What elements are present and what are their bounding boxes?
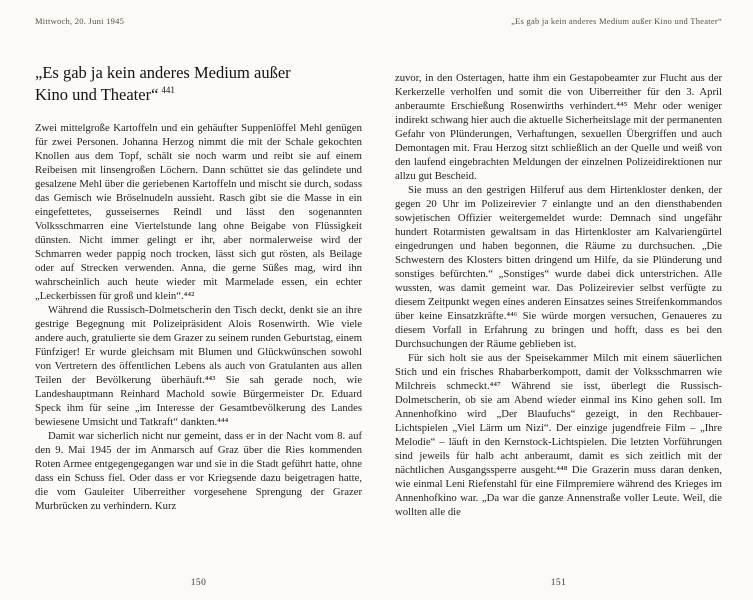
chapter-title-line2: Kino und Theater“: [35, 84, 159, 104]
paragraph: Für sich holt sie aus der Speisekammer Milch mit einem säuerlichen Stich und ein frisches Rhabarberkompott, damit der Volksschmarren wie Milchreis schmeckt.⁴⁴⁷ Während sie isst, überlegt die Russisch-Dolmetscherin, ob sie am Abend wieder einmal ins Kino gehen soll. Im Annenhofkino wird „Der Blaufuchs“ gezeigt, in den Rechbauer-Lichtspielen „Viel Lärm um Nizi“. Der einzige jugendfreie Film – „Ihre Melodie“ – läuft in den Kernstock-Lichtspielen. Die letzten Vorführungen sind jeweils für halb acht anberaumt, damit es sich zeitlich mit der nächtlichen Ausgangssperre ausgeht.⁴⁴⁸ Die Grazerin muss daran denken, wie einmal Leni Riefenstahl für eine Filmpremiere während des Krieges im Annenhofkino war. „Da war die ganze Annenstraße voller Leute. Weil, die wollten alle die: [395, 352, 722, 518]
right-page-body: [395, 71, 722, 519]
page-number-right: 151: [550, 578, 567, 588]
paragraph: Sie muss an den gestrigen Hilferuf aus dem Hirtenkloster denken, der gegen 20 Uhr im Polizeirevier 7 einlangte und an den diensthabenden sowjetischen Offizier weitergemeldet wurde: Demnach sind ungefähr hundert Rotarmisten gewaltsam in das Hirtenkloster am Kalvariengürtel eingedrungen und haben begonnen, die Räume zu durchsuchen. „Die Schwestern des Klosters bitten dringend um Hilfe, da sie Plünderung und sonstiges befürchten.“ „Sonstiges“ wurde dabei dick unterstrichen. Alle wussten, was damit gemeint war. Das Polizeirevier selbst verfügte zu diesem Zeitpunkt wegen eines anderen Einsatzes seines Streifenkommandos über keine Einsatzkräfte.⁴⁴⁶ Sie würde morgen versuchen, Genaueres zu diesem Vorfall in Erfahrung zu bringen und hofft, dass es bei den Durchsuchungen der Räume geblieben ist.: [395, 184, 722, 350]
chapter-title-footnote-ref: 441: [161, 85, 175, 96]
page-left: [35, 16, 362, 600]
paragraph: zuvor, in den Ostertagen, hatte ihm ein Gestapobeamter zur Flucht aus der Kerkerzelle verholfen und somit die von Uiberreither für den 3. April anberaumte Erschießung Rosenwirths verhindert.⁴⁴⁵ Mehr oder weniger indirekt schwang hier auch die aktuelle Sicherheitslage mit der permanenten Gefahr von Plünderungen, Verhaftungen, sexuellen Übergriffen und auch Demontagen mit. Frau Herzog sitzt schließlich an der Quelle und weiß von den laufend eingebrachten Meldungen der einzelnen Polizeidirektionen nur allzu gut Bescheid.: [395, 72, 722, 182]
chapter-title-line1: „Es gab ja kein anderes Medium außer: [35, 63, 291, 82]
paragraph: Während die Russisch-Dolmetscherin den Tisch deckt, denkt sie an ihre gestrige Begegnung mit Polizeipräsident Alois Rosenwirth. Wie viele andere auch, gratulierte sie dem Grazer zu seinem runden Geburtstag, einem Fünfziger! Er wurde gleichsam mit Blumen und Glückwünschen sowohl von Vertretern des öffentlichen Lebens als auch von Gratulanten aus allen Teilen der Bevölkerung überhäuft.⁴⁴³ Sie sah gerade noch, wie Landeshauptmann Reinhard Machold sowie Bürgermeister Dr. Eduard Speck ihm für seine „im Interesse der Gesamtbevölkerung des Landes bewiesene Umsicht und Tatkraft“ dankten.⁴⁴⁴: [35, 303, 363, 428]
chapter-title: [35, 62, 362, 106]
page-number-left: 150: [190, 578, 207, 588]
running-header-left: Mittwoch, 20. Juni 1945: [35, 16, 125, 26]
running-header-right: „Es gab ja kein anderes Medium außer Kino und Theater“: [511, 16, 722, 26]
page-right: [395, 16, 722, 600]
left-page-body: [35, 121, 362, 513]
paragraph: Zwei mittelgroße Kartoffeln und ein gehäufter Suppenlöffel Mehl genügen für zwei Personen. Johanna Herzog nimmt die mit der Schale gekochten Knollen aus dem Topf, schält sie noch warm und reibt sie auf einem Reibeisen mit linsengroßen Löchern. Dann schüttet sie das gelindete und gesalzene Mehl über die geriebenen Kartoffeln und mischt sie durch, sodass das Gemisch wie Bröselnudeln aussieht. Rasch gibt sie die Masse in ein eingefettetes, gusseisernes Reindl und lässt den sogenannten Volksschmarren eine Viertelstunde lang ohne Beigabe von Flüssigkeit dünsten. Nicht immer gelingt er ihr, aber normalerweise wird der Schmarren weder pappig noch trocken, lässt sich gut rösten, als Beilage oder auf Strecken verwenden. Anna, die gerne Süßes mag, wird ihn wahrscheinlich auch heute wieder mit Marmelade essen, ein echter „Leckerbissen für groß und klein“.⁴⁴²: [35, 121, 362, 302]
paragraph: Damit war sicherlich nicht nur gemeint, dass er in der Nacht vom 8. auf den 9. Mai 1945 der im Anmarsch auf Graz über die Ries kommenden Roten Armee entgegengegangen war und sie in die Stadt geführt hatte, ohne dass ein Schuss fiel. Oder dass er vor Kriegsende dazu beigetragen hatte, die vom Gauleiter Uiberreither vorgesehene Sprengung der Grazer Murbrücken zu verhindern. Kurz: [35, 429, 362, 512]
